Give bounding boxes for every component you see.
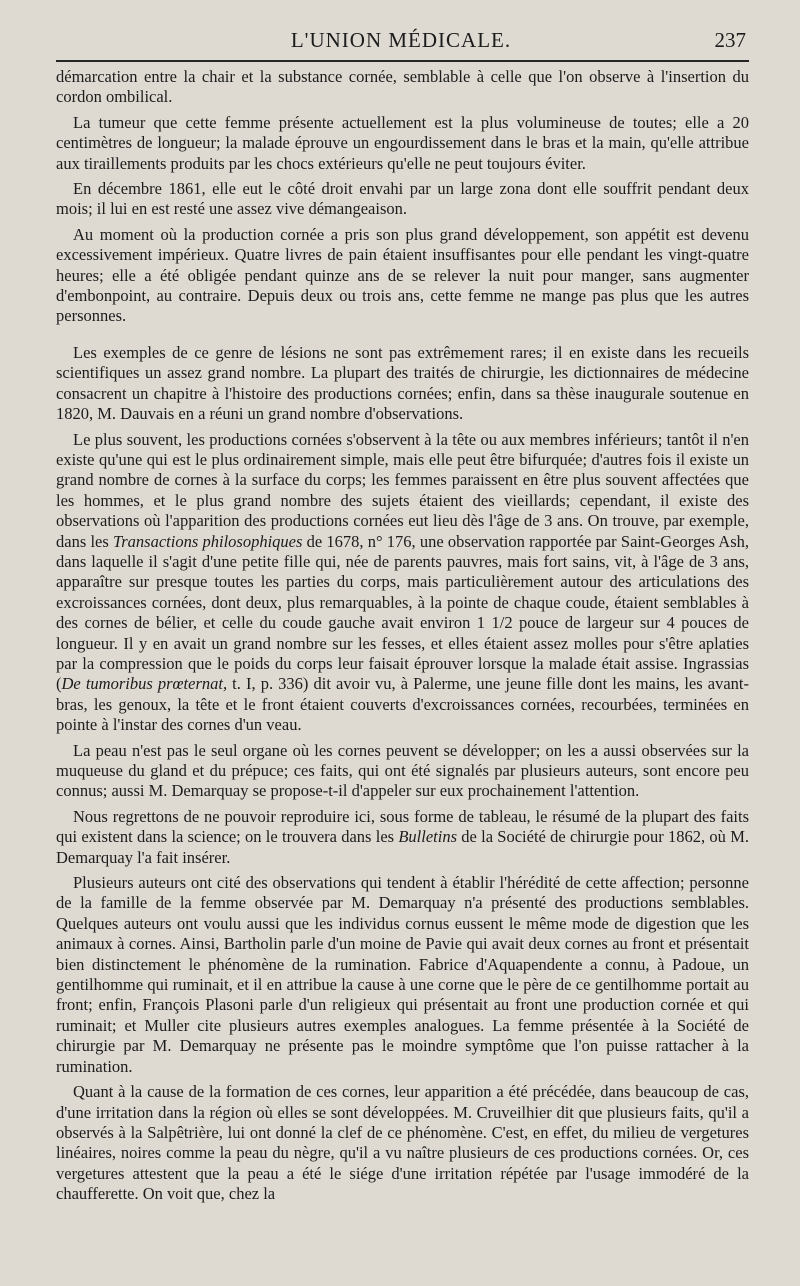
paragraph	[56, 67, 749, 108]
running-title: L'UNION MÉDICALE.	[290, 28, 512, 52]
paragraph	[56, 343, 749, 425]
paragraph-text: démarcation entre la chair et la substance cornée, semblable à celle que l'on observe à l'insertion du cordon ombilical.	[56, 67, 749, 107]
paragraph	[56, 741, 749, 802]
paragraph-text: Le plus souvent, les productions cornées s'observent à la tête ou aux membres inférieurs; tantôt il n'en existe qu'une qui est le plus ordinairement simple, mais elle peut être bifurquée; d'autres fois il existe un grand nombre de cornes à la surface du corps; les femmes paraissent en être plus souvent affectées que les hommes, et le plus grand nombre des sujets étaient des vieillards; cependant, il existe des observations où l'apparition des productions cornées eut lieu dès l'âge de 3 ans. On trouve, par exemple, dans les	[56, 429, 749, 551]
paragraph	[56, 1082, 749, 1204]
paragraph-text: de la Société de chirurgie pour 1862, où M. Demarquay l'a fait insérer.	[56, 827, 749, 867]
cited-work-title: Transactions philosophiques	[113, 531, 303, 551]
paragraph-text: Quant à la cause de la formation de ces cornes, leur apparition a été précédée, dans beaucoup de cas, d'une irritation dans la région où elles se sont développées. M. Cruveilhier dit que plusieurs faits, qu'il a observés à la Salpêtrière, lui ont donné la clef de ce phénomène. C'est, en effet, du milieu de vergetures linéaires, noires comme la peau du nègre, qu'il a vu naître plusieurs de ces productions cornées. Or, ces vergetures attestent que la peau a été le siége d'une irritation répétée par l'usage immodéré de la chaufferette. On voit que, chez la	[56, 1082, 749, 1204]
paragraph-text: La peau n'est pas le seul organe où les cornes peuvent se développer; on les a aussi observées sur la muqueuse du gland et du prépuce; ces faits, qui ont été signalés par plusieurs auteurs, sont encore peu connus; aussi M. Demarquay se propose-t-il d'appeler sur eux prochainement l'attention.	[56, 740, 749, 801]
paragraph-text: Plusieurs auteurs ont cité des observations qui tendent à établir l'hérédité de cette affection; personne de la famille de la femme observée par M. Demarquay n'a présenté des productions semblables. Quelques auteurs ont voulu aussi que les individus cornus eussent le même mode de digestion que les animaux à cornes. Ainsi, Bartholin parle d'un moine de Pavie qui avait deux cornes au front et présentait bien distinctement le phénomène de la rumination. Fabrice d'Aquapendente a connu, à Padoue, un gentilhomme qui ruminait, et il en attribue la cause à une corne que le père de ce gentilhomme portait au front; enfin, François Plasoni parle d'un religieux qui présentait au front une production cornée et qui ruminait; et Muller cite plusieurs autres exemples analogues. La femme présentée à la Société de chirurgie par M. Demarquay ne présente pas le moindre symptôme que l'on puisse rattacher à la rumination.	[56, 873, 749, 1076]
cited-work-title: Bulletins	[398, 827, 458, 847]
cited-work-title: De tumoribus prœternat,	[61, 674, 228, 694]
page-number: 237	[714, 28, 746, 52]
header-rule	[56, 60, 749, 62]
page-header	[56, 22, 746, 58]
paragraph	[56, 430, 749, 736]
paragraph-text: La tumeur que cette femme présente actuellement est la plus volumineuse de toutes; elle a 20 centimètres de longueur; la malade éprouve un engourdissement dans le bras et la main, qu'elle attribue aux tiraillements produits par les chocs extérieurs qu'elle ne peut toujours éviter.	[56, 112, 749, 173]
paragraph	[56, 807, 749, 868]
paragraph	[56, 873, 749, 1077]
paragraph-text: de 1678, n° 176, une observation rapportée par Saint-Georges Ash, dans laquelle il s'agit d'une petite fille qui, née de parents pauvres, mais fort sains, vit, à l'âge de 3 ans, apparaître sur presque toutes les parties du corps, mais particulièrement autour des articulations des excroissances cornées, dont deux, plus remarquables, à la pointe de chaque coude, étaient semblables à des cornes de bélier, et celle du coude gauche avait environ 1 1/2 pouce de largeur sur 4 pouces de longueur. Il y en avait un grand nombre sur les fesses, et elles étaient assez molles pour s'être aplaties par la compression que le poids du corps leur faisait éprouver lorsque la malade était assise. Ingrassias (	[56, 531, 749, 694]
paragraph-text: t. I, p. 336) dit avoir vu, à Palerme, une jeune fille dont les mains, les avant-bras, les genoux, la tête et le front étaient couverts d'excroissances cornées, recourbées, terminées en pointe à l'instar des cornes d'un veau.	[56, 674, 749, 735]
paragraph-text: Nous regrettons de ne pouvoir reproduire ici, sous forme de tableau, le résumé de la plupart des faits qui existent dans la science; on le trouvera dans les	[56, 806, 749, 847]
paragraph-text: Les exemples de ce genre de lésions ne sont pas extrêmement rares; il en existe dans les recueils scientifiques un assez grand nombre. La plupart des traités de chirurgie, les dictionnaires de médecine consacrent un chapitre à l'histoire des productions cornées; enfin, dans sa thèse inaugurale soutenue en 1820, M. Dauvais en a réuni un grand nombre d'observations.	[56, 342, 749, 424]
body-text	[56, 67, 749, 1210]
paragraph	[56, 179, 749, 220]
paragraph-text: En décembre 1861, elle eut le côté droit envahi par un large zona dont elle souffrit pendant deux mois; il lui en est resté une assez vive démangeaison.	[56, 179, 749, 219]
paragraph	[56, 225, 749, 327]
paragraph-text: Au moment où la production cornée a pris son plus grand développement, son appétit est devenu excessivement impérieux. Quatre livres de pain étaient insuffisantes pour elle pendant les vingt-quatre heures; elle a été obligée pendant quinze ans de se relever la nuit pour manger, sans augmenter d'embonpoint, au contraire. Depuis deux ou trois ans, cette femme ne mange pas plus que les autres personnes.	[56, 224, 749, 326]
paragraph	[56, 113, 749, 174]
